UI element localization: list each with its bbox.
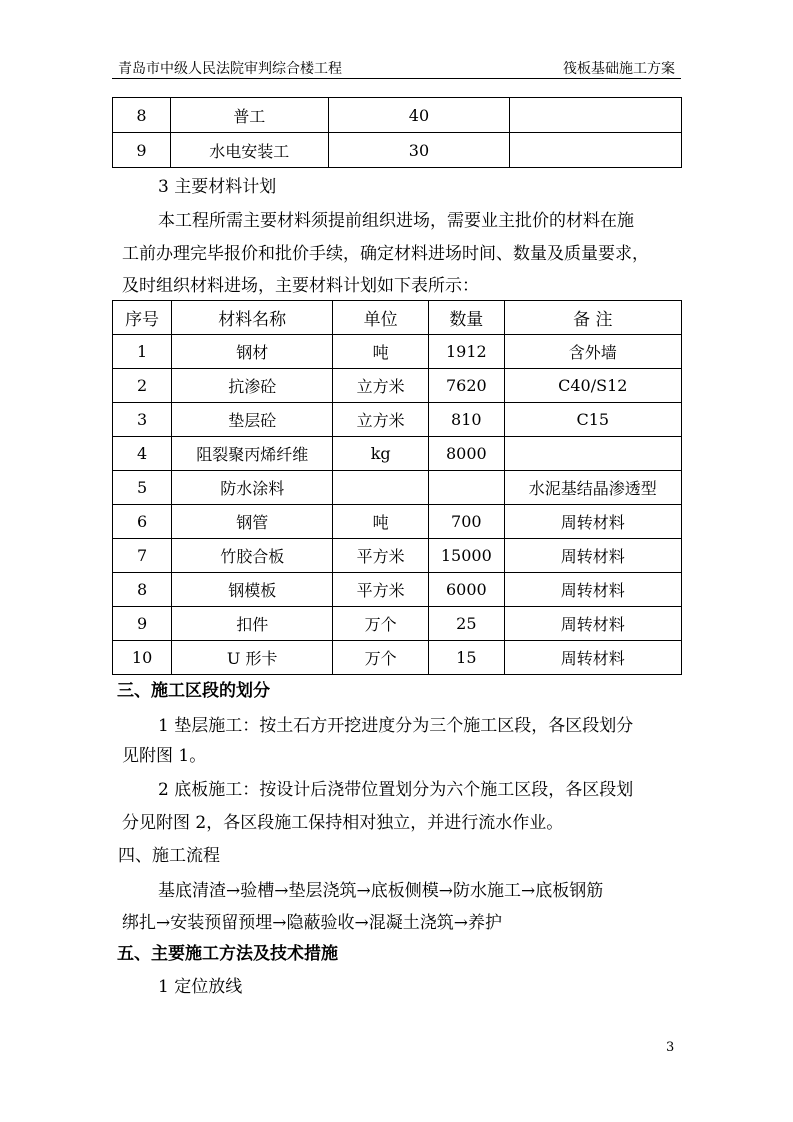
labor-table [112, 97, 682, 168]
paragraph-line: 1 垫层施工：按土石方开挖进度分为三个施工区段，各区段划分 [158, 716, 634, 736]
section-four-title: 四、施工流程 [118, 846, 220, 866]
cell-unit: 吨 [333, 505, 429, 539]
cell-remark: 周转材料 [504, 607, 681, 641]
page-header [112, 56, 681, 79]
paragraph-line: 见附图 1。 [122, 746, 207, 766]
table-row [113, 607, 682, 641]
cell-remark [504, 437, 681, 471]
subsection-title: 1 定位放线 [158, 977, 243, 997]
cell-remark: C40/S12 [504, 369, 681, 403]
cell-material: 抗渗砼 [172, 369, 333, 403]
cell-no: 7 [113, 539, 172, 573]
page-number: 3 [666, 1040, 675, 1055]
cell-no: 6 [113, 505, 172, 539]
cell-remark: 周转材料 [504, 573, 681, 607]
cell-quantity: 25 [429, 607, 504, 641]
cell-quantity: 700 [429, 505, 504, 539]
cell-type: 普工 [170, 98, 328, 133]
table-row [113, 573, 682, 607]
cell-remark: 周转材料 [504, 539, 681, 573]
table-row [113, 505, 682, 539]
cell-no: 4 [113, 437, 172, 471]
header-cell: 材料名称 [172, 301, 333, 335]
cell-no: 2 [113, 369, 172, 403]
cell-no: 5 [113, 471, 172, 505]
cell-no: 10 [113, 641, 172, 675]
cell-material: U 形卡 [172, 641, 333, 675]
cell-quantity: 7620 [429, 369, 504, 403]
cell-no: 9 [113, 133, 171, 168]
cell-count: 40 [328, 98, 510, 133]
cell-note [510, 98, 682, 133]
header-cell: 序号 [113, 301, 172, 335]
cell-unit: 立方米 [333, 369, 429, 403]
cell-material: 阻裂聚丙烯纤维 [172, 437, 333, 471]
table-row [113, 539, 682, 573]
cell-quantity: 15 [429, 641, 504, 675]
cell-remark: 含外墙 [504, 335, 681, 369]
cell-quantity [429, 471, 504, 505]
cell-no: 8 [113, 98, 171, 133]
cell-count: 30 [328, 133, 510, 168]
cell-no: 3 [113, 403, 172, 437]
cell-material: 钢材 [172, 335, 333, 369]
flow-line: 绑扎→安装预留预埋→隐蔽验收→混凝土浇筑→养护 [122, 913, 502, 933]
cell-quantity: 15000 [429, 539, 504, 573]
header-cell: 单位 [333, 301, 429, 335]
cell-remark: 周转材料 [504, 505, 681, 539]
cell-note [510, 133, 682, 168]
cell-unit: 吨 [333, 335, 429, 369]
cell-material: 钢管 [172, 505, 333, 539]
section-three-title: 三、施工区段的划分 [117, 681, 270, 701]
header-cell: 备 注 [504, 301, 681, 335]
intro-line: 工前办理完毕报价和批价手续，确定材料进场时间、数量及质量要求， [122, 244, 649, 264]
header-project-name: 青岛市中级人民法院审判综合楼工程 [118, 61, 342, 77]
cell-unit: kg [333, 437, 429, 471]
table-row [113, 437, 682, 471]
cell-no: 8 [113, 573, 172, 607]
cell-material: 扣件 [172, 607, 333, 641]
cell-unit [333, 471, 429, 505]
table-row [113, 471, 682, 505]
cell-unit: 平方米 [333, 539, 429, 573]
cell-quantity: 8000 [429, 437, 504, 471]
intro-line: 及时组织材料进场，主要材料计划如下表所示： [122, 276, 479, 296]
cell-material: 钢模板 [172, 573, 333, 607]
table-row [113, 335, 682, 369]
cell-unit: 万个 [333, 641, 429, 675]
cell-type: 水电安装工 [170, 133, 328, 168]
flow-line: 基底清渣→验槽→垫层浇筑→底板侧模→防水施工→底板钢筋 [158, 881, 604, 901]
section-five-title: 五、主要施工方法及技术措施 [117, 944, 338, 964]
table-header-row [113, 301, 682, 335]
paragraph-line: 2 底板施工：按设计后浇带位置划分为六个施工区段，各区段划 [158, 780, 634, 800]
cell-remark: 周转材料 [504, 641, 681, 675]
cell-quantity: 6000 [429, 573, 504, 607]
cell-quantity: 1912 [429, 335, 504, 369]
cell-remark: C15 [504, 403, 681, 437]
materials-table [112, 300, 682, 675]
table-row [113, 133, 682, 168]
cell-material: 竹胶合板 [172, 539, 333, 573]
cell-no: 1 [113, 335, 172, 369]
intro-line: 本工程所需主要材料须提前组织进场，需要业主批价的材料在施 [158, 211, 634, 231]
cell-no: 9 [113, 607, 172, 641]
cell-unit: 平方米 [333, 573, 429, 607]
header-document-title: 筏板基础施工方案 [563, 61, 675, 77]
cell-remark: 水泥基结晶渗透型 [504, 471, 681, 505]
cell-unit: 万个 [333, 607, 429, 641]
table-row [113, 641, 682, 675]
cell-unit: 立方米 [333, 403, 429, 437]
table-row [113, 369, 682, 403]
header-cell: 数量 [429, 301, 504, 335]
cell-material: 垫层砼 [172, 403, 333, 437]
table-row [113, 403, 682, 437]
section-3-title: 3 主要材料计划 [158, 177, 277, 197]
cell-quantity: 810 [429, 403, 504, 437]
paragraph-line: 分见附图 2，各区段施工保持相对独立，并进行流水作业。 [122, 813, 564, 833]
cell-material: 防水涂料 [172, 471, 333, 505]
table-row [113, 98, 682, 133]
